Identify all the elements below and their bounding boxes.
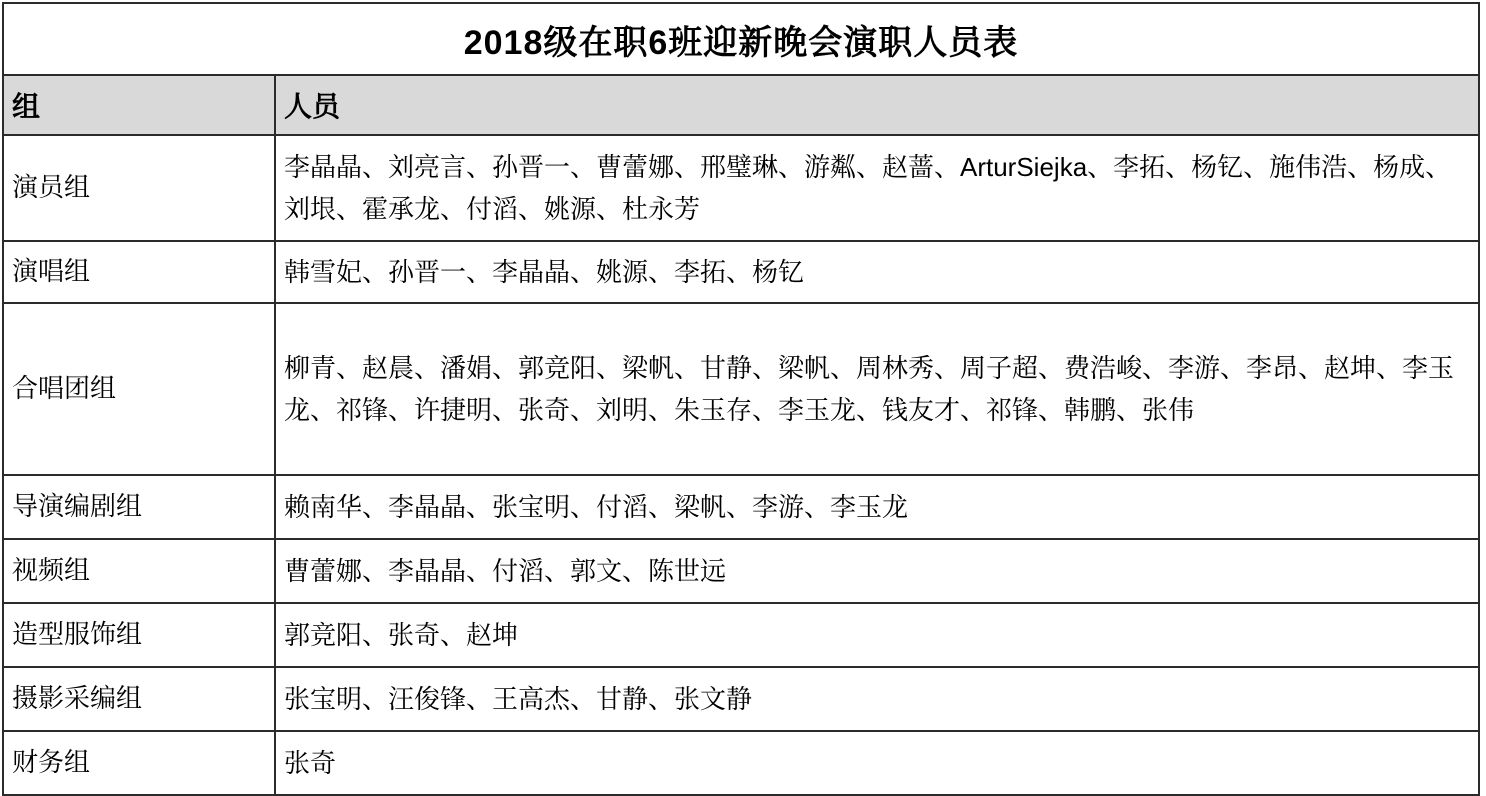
table-row	[3, 539, 1479, 603]
group-name: 摄影采编组	[3, 667, 275, 731]
group-members: 韩雪妃、孙晋一、李晶晶、姚源、李拓、杨钇	[275, 241, 1479, 303]
table-row	[3, 241, 1479, 303]
roster-table	[2, 2, 1480, 796]
table-title-row	[3, 3, 1479, 75]
group-members: 张奇	[275, 731, 1479, 795]
group-members: 曹蕾娜、李晶晶、付滔、郭文、陈世远	[275, 539, 1479, 603]
table-row	[3, 731, 1479, 795]
group-name: 视频组	[3, 539, 275, 603]
table-row	[3, 303, 1479, 475]
group-name: 演唱组	[3, 241, 275, 303]
column-header-group: 组	[3, 75, 275, 135]
group-members: 张宝明、汪俊锋、王高杰、甘静、张文静	[275, 667, 1479, 731]
group-name: 造型服饰组	[3, 603, 275, 667]
table-header-row	[3, 75, 1479, 135]
table-row	[3, 475, 1479, 539]
table-row	[3, 667, 1479, 731]
group-members: 李晶晶、刘亮言、孙晋一、曹蕾娜、邢璧琳、游粼、赵蔷、ArturSiejka、李拓、杨钇、施伟浩、杨成、刘垠、霍承龙、付滔、姚源、杜永芳	[275, 135, 1479, 241]
document-title: 2018级在职6班迎新晚会演职人员表	[3, 3, 1479, 75]
group-name: 演员组	[3, 135, 275, 241]
table-row	[3, 603, 1479, 667]
group-name: 财务组	[3, 731, 275, 795]
group-name: 导演编剧组	[3, 475, 275, 539]
table-row	[3, 135, 1479, 241]
group-members: 柳青、赵晨、潘娟、郭竞阳、梁帆、甘静、梁帆、周林秀、周子超、费浩峻、李游、李昂、赵坤、李玉龙、祁锋、许捷明、张奇、刘明、朱玉存、李玉龙、钱友才、祁锋、韩鹏、张伟	[275, 303, 1479, 475]
group-members: 郭竞阳、张奇、赵坤	[275, 603, 1479, 667]
group-name: 合唱团组	[3, 303, 275, 475]
column-header-people: 人员	[275, 75, 1479, 135]
group-members: 赖南华、李晶晶、张宝明、付滔、梁帆、李游、李玉龙	[275, 475, 1479, 539]
